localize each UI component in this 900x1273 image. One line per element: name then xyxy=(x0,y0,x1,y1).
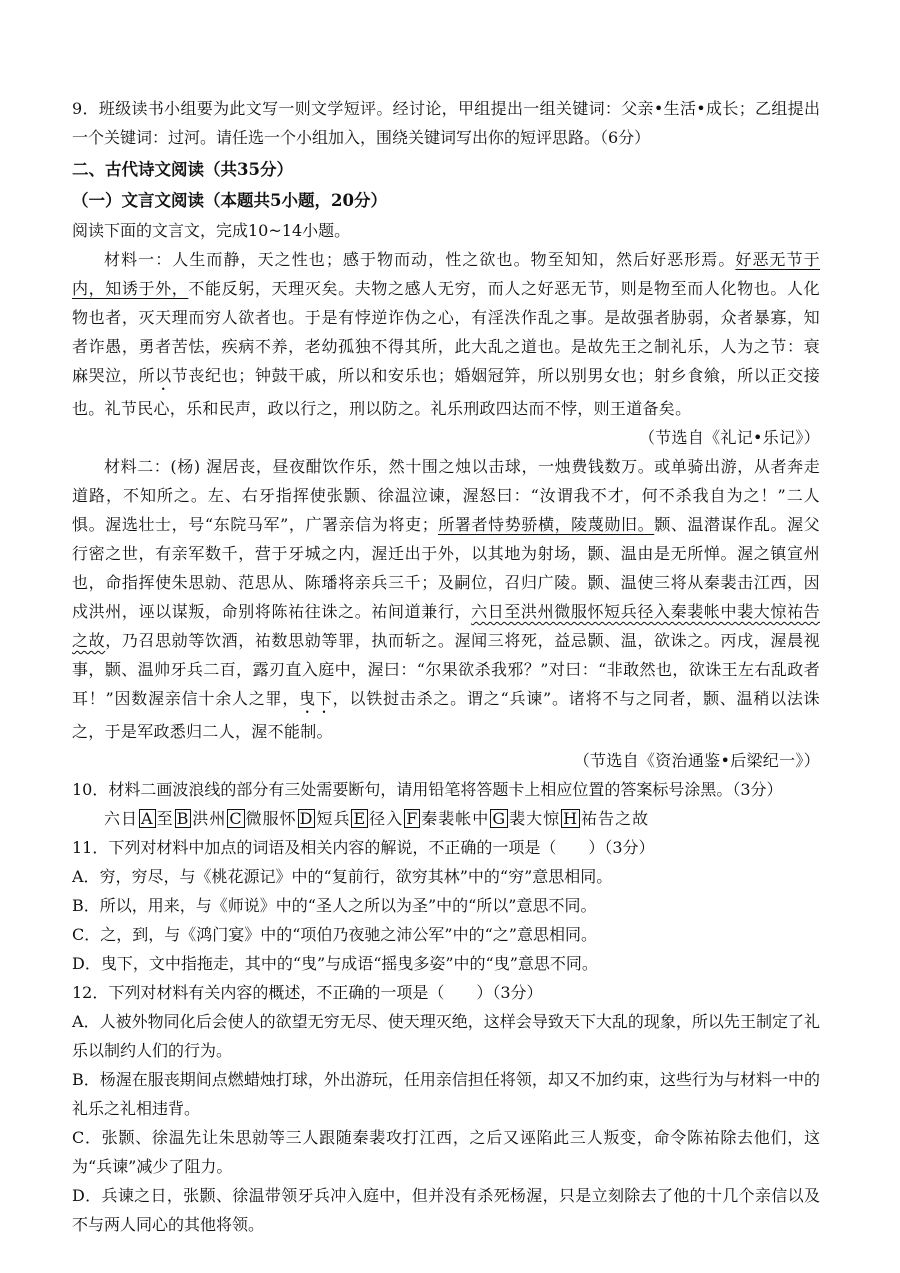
break-box-h[interactable]: H xyxy=(563,809,579,828)
break-box-a[interactable]: A xyxy=(141,809,154,828)
option-c: C．张颢、徐温先让朱思勍等三人跟随秦裴攻打江西，之后又诬陷此三人叛变，命令陈祐除去他们，这为“兵谏”减少了阻力。 xyxy=(72,1128,820,1176)
section-title: 二、古代诗文阅读（共35分） xyxy=(72,160,293,179)
break-box-g[interactable]: G xyxy=(492,809,507,828)
subsection-title: （一）文言文阅读（本题共5小题，20分） xyxy=(72,191,387,210)
break-box-b[interactable]: B xyxy=(176,809,190,828)
material-two: 材料二：(杨) 渥居丧，昼夜酣饮作乐，然十围之烛以击球，一烛费钱数万。或单骑出游，从者奔走道路，不知所之。左、右牙指挥使张颢、徐温泣谏，渥怒曰：“汝谓我不才，何不杀我自为之！”二人惧。渥选壮士，号“东院马军”，广署亲信为将吏；所署者恃势骄横，陵蔑勋旧。颢、温潜谋作乱。渥父行密之世，有亲军数千，营于牙城之内，渥迁出于外，以其地为射场，颢、温由是无所惮。渥之镇宣州也，命指挥使朱思勍、范思从、陈璠将亲兵三千；及嗣位，召归广陵。颢、温使三将从秦裴击江西，因戍洪州，诬以谋叛，命别将陈祐往诛之。祐间道兼行，六日至洪州微服怀短兵径入秦裴帐中裴大惊祐告之故，乃召思勍等饮酒，祐数思勍等罪，执而斩之。渥闻三将死，益忌颢、温，欲诛之。丙戌，渥晨视事，颢、温帅牙兵二百，露刃直入庭中，渥曰：“尔果欲杀我邪？”对曰：“非敢然也，欲诛王左右乱政者耳！”因数渥亲信十余人之罪，曳下，以铁挝击杀之。谓之“兵谏”。诸将不与之同者，颢、温稍以法诛之，于是军政悉归二人，渥不能制。 xyxy=(72,457,820,741)
break-box-c[interactable]: C xyxy=(229,809,243,828)
option-a: A．穷，穷尽，与《桃花源记》中的“复前行，欲穷其林”中的“穷”意思相同。 xyxy=(72,867,613,886)
sentence-break-row: 六日 A 至 B 洪州 C 微服怀 D 短兵 E 径入 F 秦裴帐中 G 裴大惊 H 祐告之故 xyxy=(104,809,650,828)
material-two-source: （节选自《资治通鉴•后梁纪一》） xyxy=(573,751,820,770)
break-box-f[interactable]: F xyxy=(406,809,419,828)
option-c: C．之，到，与《鸿门宴》中的“项伯乃夜驰之沛公军”中的“之”意思相同。 xyxy=(72,925,597,944)
option-b: B．所以，用来，与《师说》中的“圣人之所以为圣”中的“所以”意思不同。 xyxy=(72,896,597,915)
material-one-source: （节选自《礼记•乐记》） xyxy=(638,428,820,447)
break-box-e[interactable]: E xyxy=(353,809,367,828)
material-one: 材料一：人生而静，天之性也；感于物而动，性之欲也。物至知知，然后好恶形焉。好恶无节于内，知诱于外，不能反躬，天理灭矣。夫物之感人无穷，而人之好恶无节，则是物至而人化物也。人化物也者，灭天理而穷人欲者也。于是有悖逆诈伪之心，有淫泆作乱之事。是故强者胁弱，众者暴寡，知者诈愚，勇者苦怯，疾病不养，老幼孤独不得其所，此大乱之道也。是故先王之制礼乐，人为之节：衰麻哭泣，所以节丧纪也；钟鼓干戚，所以和安乐也；婚姻冠笄，所以别男女也；射乡食飨，所以正交接也。礼节民心，乐和民声，政以行之，刑以防之。礼乐刑政四达而不悖，则王道备矣。 xyxy=(72,250,820,418)
question-10: 10．材料二画波浪线的部分有三处需要断句，请用铅笔将答题卡上相应位置的答案标号涂黑。（3分） xyxy=(72,780,783,799)
wavy-underlined-passage: 六日至洪州微服怀短兵径入秦裴帐中裴大惊祐告之故 xyxy=(72,602,820,650)
question-12: 12．下列对材料有关内容的概述，不正确的一项是（ ）（3分） xyxy=(72,983,543,1002)
dotted-word: 曳下 xyxy=(299,689,333,708)
option-d: D．兵谏之日，张颢、徐温带领牙兵冲入庭中，但并没有杀死杨渥，只是立刻除去了他的十几个亲信以及不与两人同心的其他将领。 xyxy=(72,1186,820,1234)
underlined-sentence: 好恶无节于内，知诱于外， xyxy=(72,250,820,298)
option-d: D．曳下，文中指拖走，其中的“曳”与成语“摇曳多姿”中的“曳”意思不同。 xyxy=(72,954,598,973)
option-a: A．人被外物同化后会使人的欲望无穷无尽、使天理灭绝，这样会导致天下大乱的现象，所以先王制定了礼乐以制约人们的行为。 xyxy=(72,1012,820,1060)
dotted-word: 以 xyxy=(155,366,172,385)
question-9: 9．班级读书小组要为此文写一则文学短评。经讨论，甲组提出一组关键词：父亲•生活•成长；乙组提出一个关键词：过河。请任选一个小组加入，围绕关键词写出你的短评思路。（6分） xyxy=(72,99,820,147)
reading-intro: 阅读下面的文言文，完成10~14小题。 xyxy=(72,221,351,240)
question-11: 11．下列对材料中加点的词语及相关内容的解说，不正确的一项是（ ）（3分） xyxy=(72,838,655,857)
underlined-sentence: 所署者恃势骄横，陵蔑勋旧。 xyxy=(438,515,655,534)
break-box-d[interactable]: D xyxy=(299,809,314,828)
option-b: B．杨渥在服丧期间点燃蜡烛打球，外出游玩，任用亲信担任将领，却又不加约束，这些行为与材料一中的礼乐之礼相违背。 xyxy=(72,1070,820,1118)
